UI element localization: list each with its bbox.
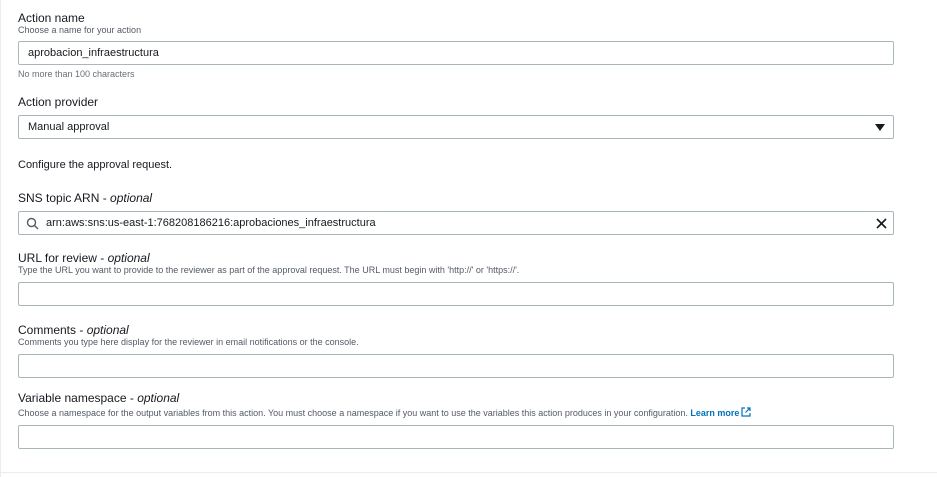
url-review-label-text: URL for review <box>18 251 97 265</box>
action-name-value: aprobacion_infraestructura <box>28 47 159 59</box>
action-name-constraint: No more than 100 characters <box>18 69 135 79</box>
comments-field <box>18 323 894 378</box>
sns-topic-value: arn:aws:sns:us-east-1:768208186216:aprobaciones_infraestructura <box>46 217 376 229</box>
url-review-label: URL for review - optional <box>18 251 150 265</box>
action-provider-label: Action provider <box>18 95 99 109</box>
variable-namespace-optional: optional <box>137 391 180 405</box>
variable-namespace-description: Choose a namespace for the output variables from this action. You must choose a namespace if you want to use the variables this action produces in your configuration. <box>18 408 688 418</box>
sns-topic-label-text: SNS topic ARN <box>18 191 100 205</box>
action-provider-field <box>18 95 894 139</box>
sns-topic-label: SNS topic ARN - optional <box>18 191 153 205</box>
action-name-description: Choose a name for your action <box>18 25 142 35</box>
comments-label: Comments - optional <box>18 323 129 337</box>
variable-namespace-description-row <box>18 407 894 419</box>
learn-more-label: Learn more <box>690 408 740 418</box>
learn-more-link[interactable] <box>690 408 751 418</box>
search-icon <box>26 217 39 230</box>
comments-input[interactable] <box>18 354 894 378</box>
action-provider-selected: Manual approval <box>28 121 110 133</box>
external-link-icon <box>741 407 751 417</box>
url-review-optional: optional <box>107 251 150 265</box>
url-review-input[interactable] <box>18 282 894 306</box>
comments-description: Comments you type here display for the reviewer in email notifications or the console. <box>18 337 359 347</box>
variable-namespace-input[interactable] <box>18 425 894 449</box>
sns-topic-optional: optional <box>110 191 153 205</box>
comments-optional: optional <box>86 323 129 337</box>
comments-label-text: Comments <box>18 323 77 337</box>
sns-topic-input[interactable] <box>18 211 894 235</box>
action-name-input[interactable] <box>18 41 894 65</box>
approval-request-section <box>18 159 894 172</box>
action-name-field <box>18 11 894 80</box>
url-review-description: Type the URL you want to provide to the reviewer as part of the approval request. The URL must begin with 'http://' or 'https://'. <box>18 265 520 275</box>
variable-namespace-field <box>18 391 894 449</box>
url-review-field <box>18 251 894 306</box>
divider <box>1 472 937 473</box>
variable-namespace-label-text: Variable namespace <box>18 391 127 405</box>
caret-down-icon <box>875 124 885 131</box>
approval-request-heading: Configure the approval request. <box>18 159 173 171</box>
variable-namespace-label: Variable namespace - optional <box>18 391 180 405</box>
action-name-label: Action name <box>18 11 85 25</box>
action-provider-select[interactable] <box>18 115 894 139</box>
sns-topic-field <box>18 191 894 235</box>
close-icon[interactable] <box>875 217 888 230</box>
